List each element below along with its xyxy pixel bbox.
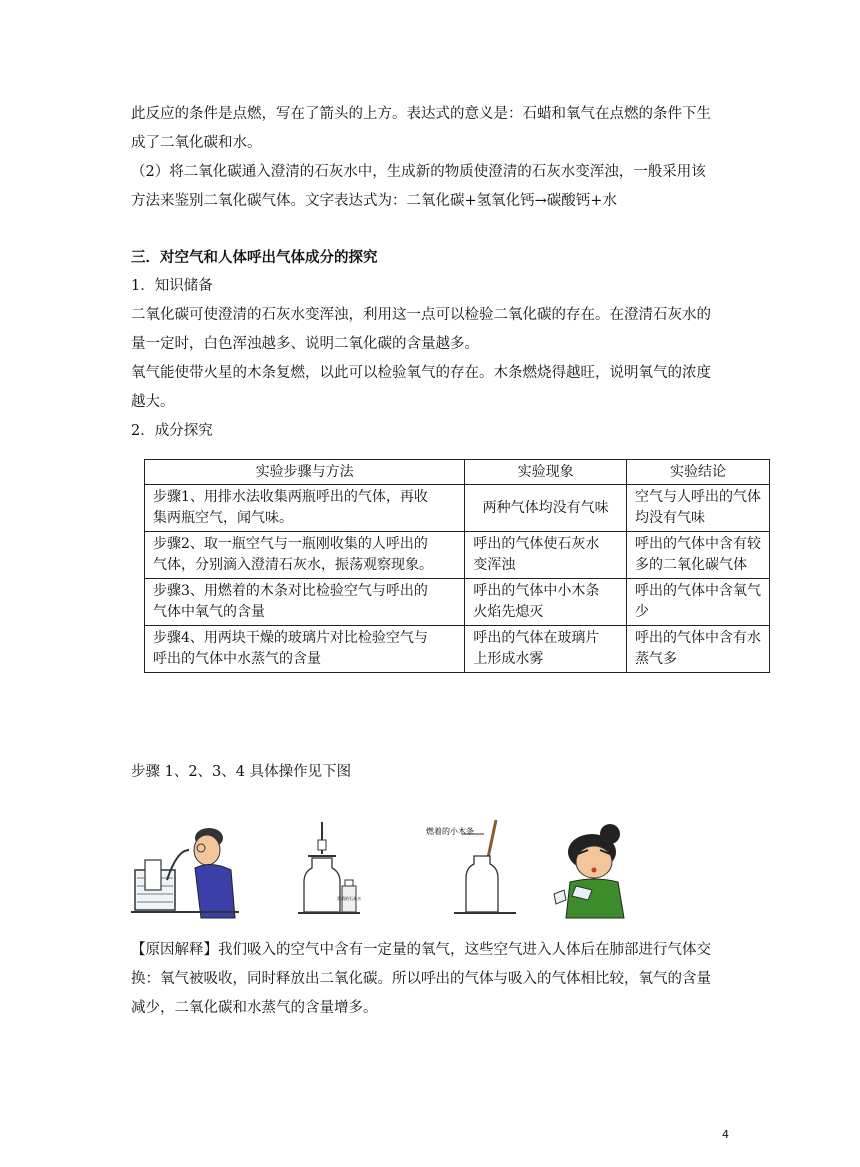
cell-line: 呼出的气体使石灰水 [473, 536, 600, 552]
intro-paragraph [131, 100, 736, 216]
explanation-line-3: 减少，二氧化碳和水蒸气的含量增多。 [131, 1000, 378, 1016]
dropper-bulb [318, 840, 326, 850]
dress-icon [566, 879, 624, 918]
face-icon [576, 846, 612, 878]
figure-burning-stick-test [426, 820, 516, 920]
intro-line-2: 成了二氧化碳和水。 [131, 135, 262, 151]
table-row [145, 626, 770, 673]
conclusion-cell [627, 485, 770, 532]
cell-line: 呼出的气体中含有水 [635, 630, 761, 646]
figure-water-displacement [131, 820, 239, 920]
intro-line-4: 方法来鉴别二氧化碳气体。文字表达式为：二氧化碳+氢氧化钙→碳酸钙+水 [131, 193, 617, 209]
cell-line: 空气与人呼出的气体 [635, 489, 761, 505]
cell-line: 步骤4、用两块干燥的玻璃片对比检验空气与 [153, 630, 428, 646]
cell-line: 均没有气味 [635, 510, 705, 526]
mouth-icon [592, 868, 597, 873]
subheading-explore: 2．成分探究 [131, 423, 213, 439]
header-steps: 实验步骤与方法 [145, 460, 465, 485]
step-cell [145, 579, 465, 626]
cell-line: 气体中氧气的含量 [153, 604, 265, 620]
knowledge-p2-line2: 越大。 [131, 394, 175, 410]
section-3 [131, 243, 736, 446]
cell-line: 步骤3、用燃着的木条对比检验空气与呼出的 [153, 583, 428, 599]
gas-bottle-icon [466, 856, 498, 912]
explanation-line-1: 【原因解释】我们吸入的空气中含有一定量的氧气，这些空气进入人体后在肺部进行气体交 [131, 942, 711, 958]
cell-line: 气体，分别滴入澄清石灰水，振荡观察现象。 [153, 557, 433, 573]
knowledge-p1-line2: 量一定时，白色浑浊越多、说明二氧化碳的含量越多。 [131, 336, 479, 352]
experiment-table [144, 459, 770, 673]
table-row [145, 485, 770, 532]
header-conclusion: 实验结论 [627, 460, 770, 485]
cell-line: 呼出的气体中小木条 [473, 583, 600, 599]
page-number: 4 [722, 1128, 729, 1141]
phenomenon-cell [465, 485, 627, 532]
intro-line-1: 此反应的条件是点燃，写在了箭头的上方。表达式的意义是：石蜡和氧气在点燃的条件下生 [131, 106, 711, 122]
header-phenomenon: 实验现象 [465, 460, 627, 485]
limewater-bottle-neck [345, 880, 353, 886]
cell-line: 火焰先熄灭 [473, 604, 544, 620]
subheading-knowledge: 1．知识储备 [131, 278, 213, 294]
intro-line-3: （2）将二氧化碳通入澄清的石灰水中，生成新的物质使澄清的石灰水变浑浊，一般采用该 [131, 164, 706, 180]
cell-line: 集两瓶空气，闻气味。 [153, 510, 293, 526]
cell-line: 呼出的气体中含氧气 [635, 583, 761, 599]
cell-line: 呼出的气体在玻璃片 [473, 630, 600, 646]
cell-line: 多的二氧化碳气体 [635, 557, 747, 573]
explanation-paragraph [131, 936, 736, 1023]
cell-line: 呼出的气体中含有较 [635, 536, 761, 552]
step-cell [145, 485, 465, 532]
knowledge-p2-line1: 氧气能使带火星的木条复燃，以此可以检验氧气的存在。木条燃烧得越旺，说明氧气的浓度 [131, 365, 711, 381]
table-row [145, 532, 770, 579]
cell-line: 少 [635, 604, 649, 620]
conclusion-cell [627, 579, 770, 626]
figure-caption-text: 步骤 1、2、3、4 具体操作见下图 [131, 764, 352, 780]
step-cell [145, 626, 465, 673]
phenomenon-cell [465, 626, 627, 673]
step-cell [145, 532, 465, 579]
limewater-label: 澄清的石灰水 [337, 896, 361, 901]
conclusion-cell [627, 626, 770, 673]
cell-line: 蒸气多 [635, 651, 677, 667]
table-row [145, 579, 770, 626]
glass-slide-icon [554, 890, 566, 904]
phenomenon-cell [465, 532, 627, 579]
knowledge-p1-line1: 二氧化碳可使澄清的石灰水变浑浊，利用这一点可以检验二氧化碳的存在。在澄清石灰水的 [131, 307, 711, 323]
gas-bottle-icon [145, 860, 161, 890]
shirt-icon [195, 864, 235, 918]
figure-limewater-test [298, 820, 360, 920]
stick-label: 燃着的小木条 [426, 827, 474, 836]
cell-line: 步骤1、用排水法收集两瓶呼出的气体，再收 [153, 489, 428, 505]
phenomenon-cell [465, 579, 627, 626]
conclusion-cell [627, 532, 770, 579]
cell-line: 步骤2、取一瓶空气与一瓶刚收集的人呼出的 [153, 536, 428, 552]
section-heading: 三．对空气和人体呼出气体成分的探究 [131, 249, 378, 266]
figure-caption [131, 758, 736, 787]
cell-line: 呼出的气体中水蒸气的含量 [153, 651, 321, 667]
explanation-line-2: 换：氧气被吸收，同时释放出二氧化碳。所以呼出的气体与吸入的气体相比较，氧气的含量 [131, 971, 711, 987]
cell-line: 两种气体均没有气味 [482, 499, 609, 516]
cell-line: 上形成水雾 [473, 651, 544, 667]
cell-line: 变浑浊 [473, 557, 516, 573]
gas-bottle-icon [304, 858, 340, 912]
figure-glass-breath-test [548, 820, 644, 920]
table-header-row [145, 460, 770, 485]
